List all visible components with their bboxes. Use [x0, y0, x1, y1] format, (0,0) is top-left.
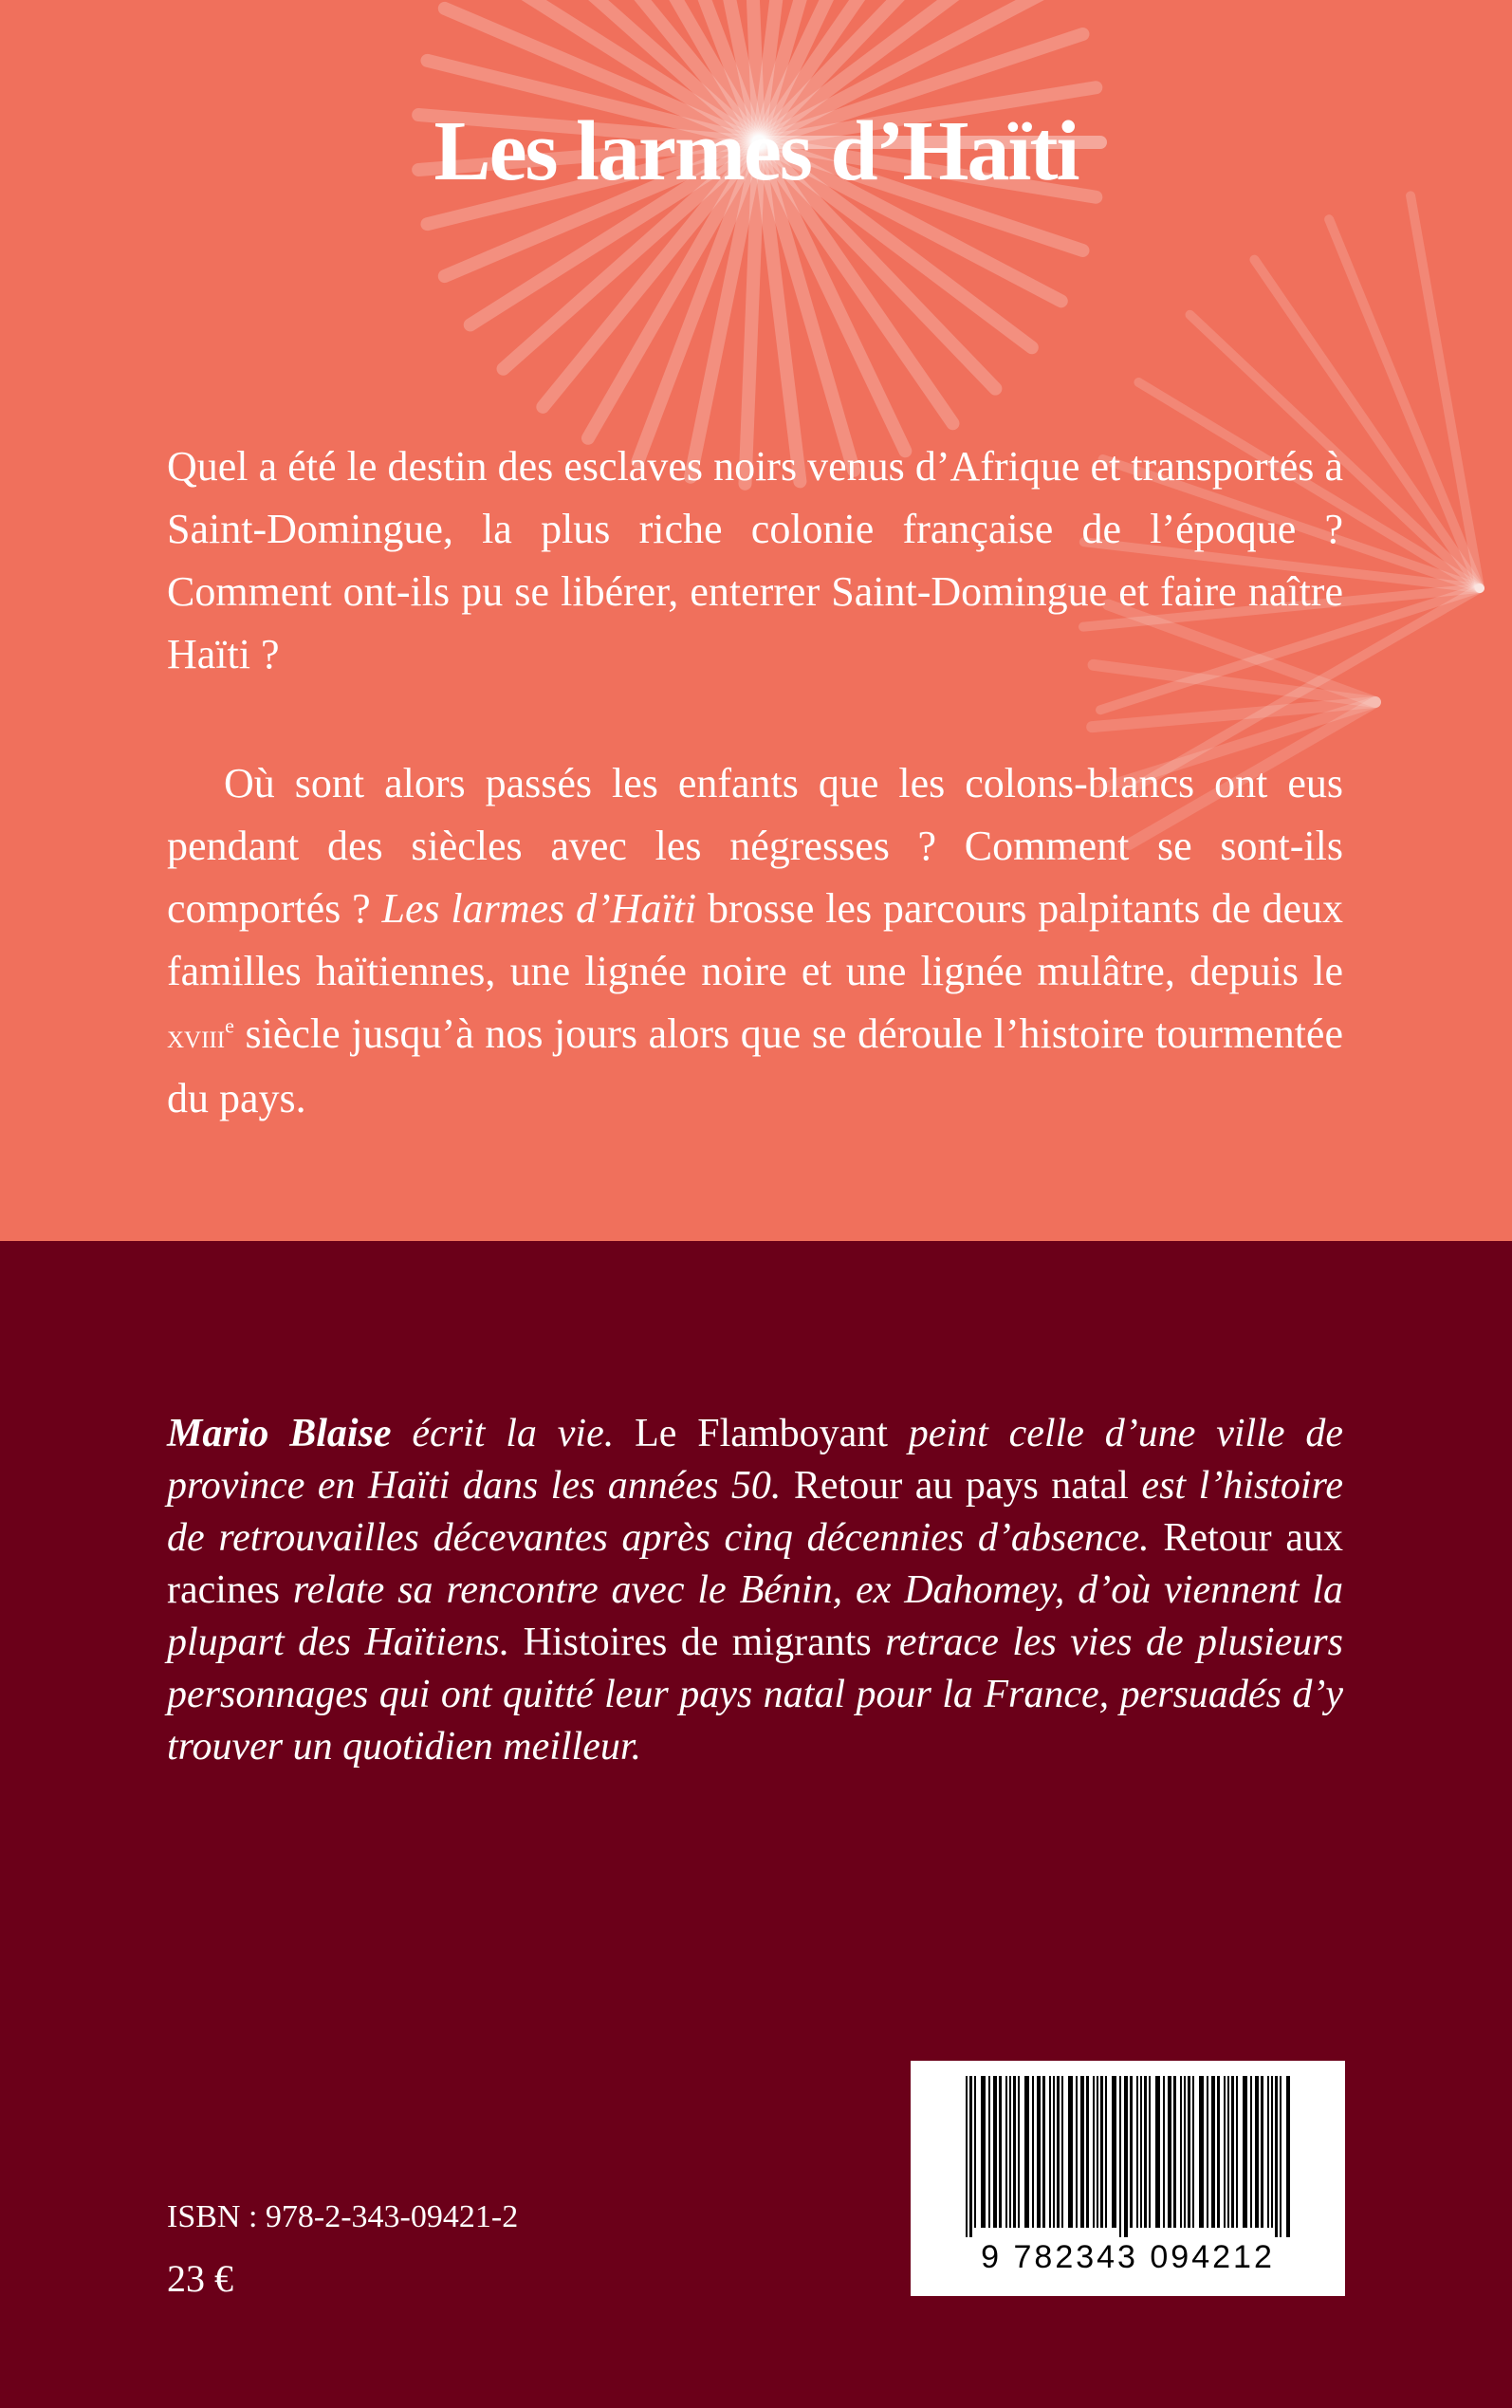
barcode-bar: [981, 2076, 986, 2228]
blurb-text: siècle jusqu’à nos jours alors que se déroule l’histoire tourmentée du pays.: [167, 1010, 1343, 1121]
barcode-bar: [1005, 2076, 1007, 2228]
barcode-bar: [1199, 2076, 1204, 2228]
century-superscript: e: [225, 1013, 234, 1038]
barcode-bar: [1271, 2076, 1273, 2228]
barcode-bar: [1144, 2076, 1147, 2228]
barcode-bar: [1018, 2076, 1020, 2228]
bio-book-title: Histoires de migrants: [509, 1621, 886, 1664]
barcode-bar: [1173, 2076, 1176, 2228]
barcode-bar: [1093, 2076, 1095, 2228]
barcode-bar: [969, 2076, 972, 2237]
barcode-bar: [1061, 2076, 1063, 2228]
price-label: 23 €: [167, 2257, 233, 2300]
bio-italic: est l’histoire de retrouvailles décevantes après cinq décennies d’absence.: [167, 1464, 1343, 1560]
barcode-bar: [1217, 2076, 1220, 2228]
author-name: Mario Blaise: [167, 1412, 392, 1455]
barcode-bar: [1261, 2076, 1263, 2228]
bio-italic: écrit la vie.: [391, 1412, 615, 1455]
barcode-bar: [1280, 2076, 1282, 2237]
barcode-bar: [1168, 2076, 1171, 2228]
barcode-bar: [1255, 2076, 1259, 2228]
barcode-bar: [1053, 2076, 1055, 2228]
barcode-number: 9 782343 094212: [981, 2239, 1275, 2275]
barcode-bar: [1155, 2076, 1160, 2228]
book-title: Les larmes d’Haïti: [433, 104, 1079, 198]
barcode-bar: [1192, 2076, 1194, 2228]
barcode-bar: [1140, 2076, 1142, 2228]
barcode-bar: [1243, 2076, 1247, 2228]
barcode-bar: [1032, 2076, 1034, 2228]
blurb-book-title: Les larmes d’Haïti: [381, 885, 697, 932]
barcode-bar: [1097, 2076, 1098, 2228]
barcode-bar: [999, 2076, 1002, 2228]
barcode-bar: [974, 2076, 976, 2228]
barcode-bar: [1267, 2076, 1269, 2228]
barcode-bars: [966, 2076, 1290, 2237]
barcode-bar: [988, 2076, 990, 2228]
barcode: [911, 2061, 1345, 2296]
barcode-bar: [1086, 2076, 1089, 2228]
barcode-bar: [1236, 2076, 1238, 2228]
barcode-bar: [1124, 2076, 1128, 2237]
barcode-bar: [1136, 2076, 1138, 2228]
barcode-bar: [1068, 2076, 1073, 2228]
century-numeral: xviii: [167, 1017, 226, 1055]
blurb-paragraph-1: Quel a été le destin des esclaves noirs venus d’Afrique et transportés à Saint-Domingue, la plus riche colonie française de l’époque ? Comment ont-ils pu se libérer, enterrer Saint-Domingue et faire naître Haïti ?: [167, 443, 1343, 677]
cover-bottom-panel: [0, 1241, 1512, 2408]
bio-book-title: Retour aux racines: [167, 1516, 1343, 1612]
barcode-bar: [993, 2076, 997, 2228]
barcode-bar: [1080, 2076, 1084, 2228]
bio-italic: retrace les vies de plusieurs personnages qui ont quitté leur pays natal pour la France, persuadés d’y trouver un quotidien meilleur.: [167, 1621, 1343, 1769]
barcode-bar: [1130, 2076, 1133, 2228]
barcode-bar: [1184, 2076, 1186, 2228]
barcode-bar: [1013, 2076, 1016, 2228]
isbn-label: ISBN : 978-2-343-09421-2: [167, 2199, 519, 2234]
barcode-bar: [1224, 2076, 1226, 2228]
barcode-bar: [1049, 2076, 1051, 2228]
barcode-bar: [1180, 2076, 1182, 2228]
blurb-text: Où sont alors passés les enfants que les colons-blancs ont eus pendant des siècles avec les négresses ? Comment se sont-ils comportés ?: [167, 760, 1343, 932]
blurb-paragraph-2: [167, 752, 1343, 1130]
bio-book-title: Le Flamboyant: [614, 1412, 909, 1455]
barcode-bar: [1250, 2076, 1252, 2228]
barcode-bar: [1163, 2076, 1165, 2228]
barcode-bar: [1231, 2076, 1234, 2228]
barcode-bar: [1275, 2076, 1278, 2237]
barcode-bar: [1286, 2076, 1290, 2237]
barcode-bar: [1057, 2076, 1060, 2228]
barcode-bar: [1042, 2076, 1045, 2228]
barcode-bar: [1100, 2076, 1103, 2228]
barcode-bar: [1149, 2076, 1151, 2228]
bio-italic: relate sa rencontre avec le Bénin, ex Dahomey, d’où viennent la plupart des Haïtiens.: [167, 1568, 1343, 1664]
barcode-bar: [1119, 2076, 1121, 2237]
barcode-bar: [1227, 2076, 1229, 2228]
barcode-bar: [1207, 2076, 1208, 2228]
barcode-bar: [1009, 2076, 1011, 2228]
barcode-bar: [1105, 2076, 1107, 2228]
author-bio: [167, 1408, 1343, 1773]
blurb-text: brosse les parcours palpitants de deux familles haïtiennes, une lignée noire et une lignée mulâtre, depuis le: [167, 885, 1344, 994]
barcode-bar: [1024, 2076, 1029, 2228]
barcode-bar: [1188, 2076, 1190, 2228]
barcode-bar: [966, 2076, 968, 2237]
bio-book-title: Retour au pays natal: [781, 1464, 1142, 1508]
barcode-bar: [1037, 2076, 1041, 2228]
barcode-bar: [1076, 2076, 1078, 2228]
barcode-bar: [1112, 2076, 1116, 2228]
bio-italic: peint celle d’une ville de province en Haïti dans les années 50.: [167, 1412, 1343, 1508]
barcode-bar: [1211, 2076, 1215, 2228]
